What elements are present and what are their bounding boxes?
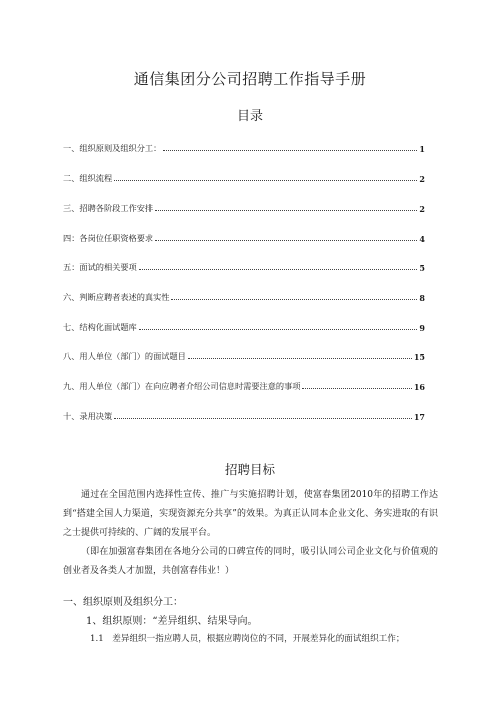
toc-entry-label: 十、录用决策: [63, 411, 113, 421]
toc-leader-dots: [302, 387, 411, 389]
toc-leader-dots: [155, 239, 417, 241]
chapter-heading: 一、组织原则及组织分工：: [63, 597, 183, 608]
toc-leader-dots: [139, 268, 418, 270]
toc-entry[interactable]: [63, 230, 425, 244]
toc-entry-page: 4: [419, 234, 425, 244]
toc-entry[interactable]: [63, 140, 425, 154]
toc-entry-page: 1: [419, 144, 425, 154]
toc-entry-page: 8: [419, 293, 425, 303]
toc-leader-dots: [114, 179, 417, 181]
subsection-heading: 1、组织原则：“差异组织、结果导向。: [86, 616, 258, 627]
toc-entry[interactable]: [63, 170, 425, 184]
toc-entry[interactable]: [63, 259, 425, 273]
toc-leader-dots: [163, 149, 417, 151]
toc-entry-label: 四：各岗位任职资格要求: [63, 233, 154, 243]
toc-entry[interactable]: [63, 408, 425, 422]
toc-entry-label: 三、招聘各阶段工作安排: [63, 203, 154, 213]
toc-entry-label: 五：面试的相关要项: [63, 262, 137, 272]
clause-text: 1.1 差异组织一指应聘人员，根据应聘岗位的不同，开展差异化的面试组织工作；: [90, 634, 405, 644]
toc-entry-page: 17: [413, 412, 425, 422]
toc-entry[interactable]: [63, 289, 425, 303]
body-paragraph-note: （即在加强富春集团在各地分公司的口碑宣传的同时，吸引认同公司企业文化与价值观的创业者及各类人才加盟，共创富春伟业！）: [63, 547, 438, 576]
toc-leader-dots: [114, 417, 412, 419]
body-paragraph: 通过在全国范围内选择性宣传、推广与实施招聘计划，使富春集团2010年的招聘工作达到“搭建全国人力渠道，实现资源充分共享”的效果。为真正认同本企业文化、务实进取的有识之士提供可持续的、广阔的发展平台。: [63, 490, 438, 538]
toc-leader-dots: [155, 209, 417, 211]
document-title: 通信集团分公司招聘工作指导手册: [133, 70, 367, 88]
toc-entry-label: 九、用人单位（部门）在向应聘者介绍公司信息时需要注意的事项: [63, 381, 301, 391]
toc-entry-label: 一、组织原则及组织分工：: [63, 143, 162, 153]
toc-heading: 目录: [236, 109, 263, 124]
toc-entry-page: 9: [419, 323, 425, 333]
toc-leader-dots: [171, 298, 417, 300]
toc-entry-label: 六、判断应聘者表述的真实性: [63, 292, 170, 302]
toc-entry-page: 2: [419, 174, 425, 184]
toc-entry-page: 5: [419, 263, 425, 273]
toc-entry-page: 2: [419, 204, 425, 214]
toc-entry-label: 八、用人单位（部门）的面试题目: [63, 351, 186, 361]
toc-entry[interactable]: [63, 378, 425, 392]
toc-leader-dots: [139, 328, 418, 330]
toc-entry-page: 16: [413, 382, 425, 392]
toc-entry-label: 七、结构化面试题库: [63, 322, 137, 332]
toc-entry[interactable]: [63, 200, 425, 214]
section-heading: 招聘目标: [224, 462, 275, 477]
toc-entry[interactable]: [63, 348, 425, 362]
toc-leader-dots: [188, 357, 412, 359]
toc-entry-page: 15: [413, 352, 425, 362]
toc-entry[interactable]: [63, 319, 425, 333]
toc-entry-label: 二、组织流程: [63, 173, 113, 183]
